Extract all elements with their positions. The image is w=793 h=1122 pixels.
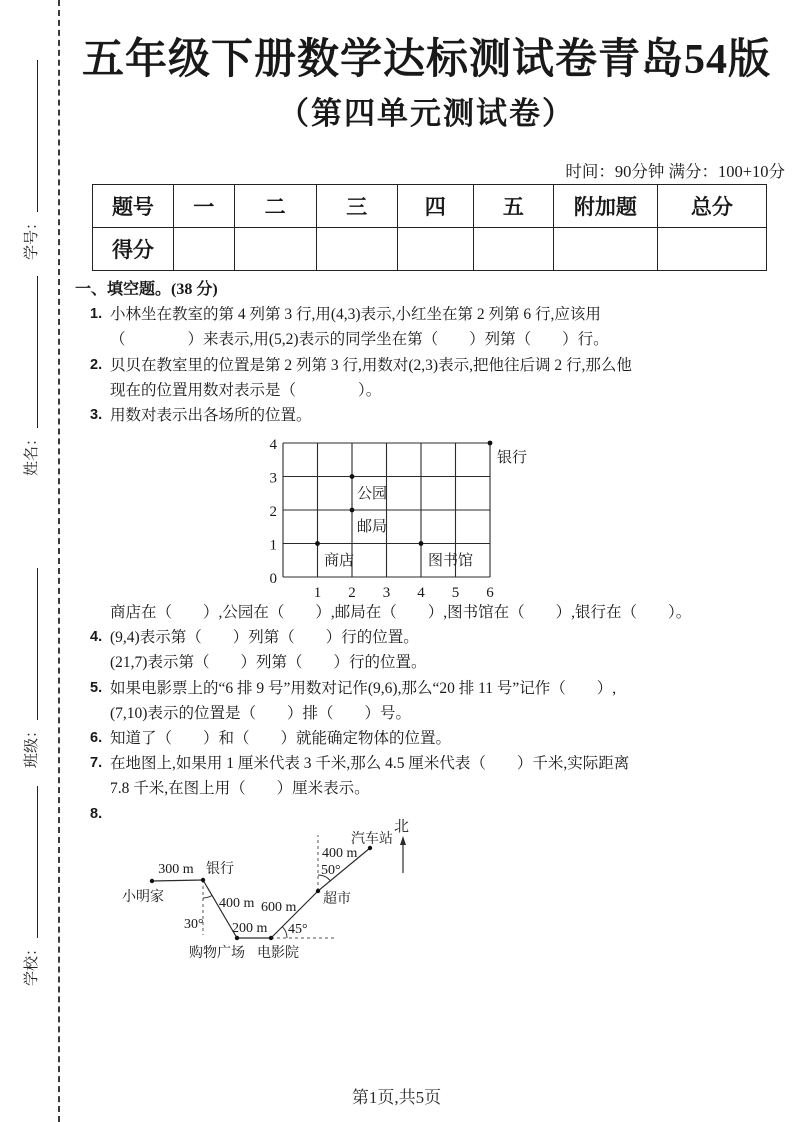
place-points bbox=[315, 441, 492, 546]
question-line bbox=[75, 701, 789, 726]
page-title: 五年级下册数学达标测试卷青岛54版 bbox=[81, 37, 771, 83]
question-number: 2. bbox=[90, 356, 103, 373]
score-cell bbox=[397, 228, 473, 271]
market-angle-label: 50° bbox=[321, 863, 341, 878]
score-header-bonus: 附加题 bbox=[553, 185, 657, 228]
y-tick-label: 2 bbox=[269, 504, 277, 520]
market-label: 超市 bbox=[323, 892, 351, 907]
plaza-point bbox=[235, 936, 239, 940]
question-line bbox=[75, 403, 789, 428]
shop-point bbox=[315, 541, 320, 546]
question-number: 6. bbox=[90, 730, 103, 747]
y-tick-label: 0 bbox=[269, 571, 277, 587]
page-number-footer: 第1页,共5页 bbox=[351, 1088, 442, 1107]
question-text: (9,4)表示第（ ）列第（ ）行的位置。 bbox=[110, 629, 419, 647]
route-map-svg bbox=[100, 815, 440, 965]
question-line bbox=[75, 327, 789, 352]
question-text: (21,7)表示第（ ）列第（ ）行的位置。 bbox=[110, 654, 427, 672]
y-tick-label: 1 bbox=[269, 537, 277, 554]
cinema-point bbox=[269, 936, 273, 940]
score-cell bbox=[553, 228, 657, 271]
question-text: 现在的位置用数对表示是（ ）。 bbox=[110, 381, 382, 399]
question-text: 如果电影票上的“6 排 9 号”用数对记作(9,6),那么“20 排 11 号”记作（ ）, bbox=[110, 679, 617, 697]
question-number: 3. bbox=[90, 407, 103, 424]
score-row-label: 得分 bbox=[93, 228, 174, 271]
question-text: (7,10)表示的位置是（ ）排（ ）号。 bbox=[110, 704, 411, 722]
home-point bbox=[150, 879, 154, 883]
coordinate-grid-svg bbox=[250, 432, 540, 602]
margin-field-name bbox=[15, 276, 45, 476]
question-text: 小林坐在教室的第 4 列第 3 行,用(4,3)表示,小红坐在第 2 列第 6 行,应该用 bbox=[110, 306, 601, 324]
y-tick-label: 4 bbox=[269, 437, 277, 453]
question-line bbox=[75, 600, 789, 625]
question-number: 1. bbox=[90, 306, 103, 323]
score-header-1: 一 bbox=[173, 185, 234, 228]
park-point bbox=[350, 474, 355, 479]
plaza-label: 购物广场 bbox=[189, 946, 245, 961]
margin-label-class: 班级： bbox=[23, 722, 40, 768]
score-table-header-row bbox=[93, 185, 767, 228]
x-axis-ticks bbox=[314, 585, 495, 601]
name-blank-line bbox=[37, 276, 38, 428]
question-text: 贝贝在教室里的位置是第 2 列第 3 行,用数对(2,3)表示,把他往后调 2 行,那么他 bbox=[110, 356, 632, 374]
score-header-3: 三 bbox=[316, 185, 397, 228]
score-header-4: 四 bbox=[397, 185, 473, 228]
fill-in-section-part2 bbox=[75, 600, 789, 822]
distance-home-bank-label: 300 m bbox=[158, 862, 194, 877]
question-text: 7.8 千米,在图上用（ ）厘米表示。 bbox=[110, 780, 370, 798]
post-office-point bbox=[350, 508, 355, 513]
station-label: 汽车站 bbox=[351, 832, 393, 847]
cinema-angle-arc bbox=[282, 927, 287, 938]
margin-field-class bbox=[15, 568, 45, 768]
x-tick-label: 3 bbox=[382, 585, 391, 601]
x-tick-label: 5 bbox=[451, 585, 460, 601]
bank-angle-arc bbox=[203, 896, 212, 899]
question-number: 8. bbox=[90, 805, 103, 822]
library-label: 图书馆 bbox=[428, 553, 474, 569]
question-number: 7. bbox=[90, 755, 103, 772]
score-cell bbox=[234, 228, 316, 271]
distance-market-station-label: 400 m bbox=[322, 846, 358, 861]
question-text: 在地图上,如果用 1 厘米代表 3 千米,那么 4.5 厘米代表（ ）千米,实际距离 bbox=[110, 755, 630, 773]
question-line bbox=[75, 776, 789, 801]
score-table-score-row bbox=[93, 228, 767, 271]
question-line bbox=[75, 625, 789, 650]
question-line bbox=[75, 302, 789, 327]
x-tick-label: 1 bbox=[313, 585, 322, 601]
question-line bbox=[75, 676, 789, 701]
question-line bbox=[75, 650, 789, 675]
map-labels bbox=[122, 818, 409, 961]
question8-route-map-figure bbox=[100, 815, 440, 965]
x-tick-label: 6 bbox=[486, 585, 494, 601]
time-and-score-info: 时间：90分钟 满分：100+10分 bbox=[565, 162, 785, 181]
distance-plaza-cinema-label: 200 m bbox=[232, 921, 268, 936]
question-text: 知道了（ ）和（ ）就能确定物体的位置。 bbox=[110, 730, 452, 748]
question-text: （ ）来表示,用(5,2)表示的同学坐在第（ ）列第（ ）行。 bbox=[110, 331, 609, 349]
score-header-total: 总分 bbox=[657, 185, 766, 228]
score-header-tihao: 题号 bbox=[93, 185, 174, 228]
shop-label: 商店 bbox=[324, 553, 355, 569]
page-subtitle: （第四单元测试卷） bbox=[278, 96, 575, 131]
market-point bbox=[316, 889, 320, 893]
place-labels bbox=[324, 449, 527, 569]
fold-dashed-line bbox=[58, 0, 60, 1122]
bank-angle-label: 30° bbox=[184, 917, 204, 932]
class-blank-line bbox=[37, 568, 38, 720]
question-number: 5. bbox=[90, 679, 103, 696]
north-arrowhead bbox=[400, 836, 406, 845]
north-label: 北 bbox=[394, 819, 410, 835]
cinema-angle-label: 45° bbox=[288, 922, 308, 937]
score-cell bbox=[473, 228, 553, 271]
score-table bbox=[92, 184, 767, 271]
margin-field-school bbox=[15, 786, 45, 986]
bank-point bbox=[488, 441, 493, 446]
bank-label: 银行 bbox=[497, 450, 528, 466]
distance-bank-plaza-label: 400 m bbox=[219, 896, 255, 911]
question-number: 4. bbox=[90, 629, 103, 646]
section-heading: 一、填空题。(38 分) bbox=[75, 281, 218, 298]
question-text: 用数对表示出各场所的位置。 bbox=[110, 407, 312, 425]
park-label: 公园 bbox=[357, 486, 388, 502]
reference-dashed-lines bbox=[203, 835, 337, 938]
x-tick-label: 4 bbox=[417, 585, 425, 601]
margin-field-student-id bbox=[15, 60, 45, 260]
fill-in-section-part1 bbox=[75, 277, 789, 428]
margin-label-school: 学校： bbox=[23, 940, 40, 986]
school-blank-line bbox=[37, 786, 38, 938]
question-line bbox=[75, 751, 789, 776]
home-label: 小明家 bbox=[122, 890, 164, 905]
y-axis-ticks bbox=[270, 437, 278, 587]
score-cell bbox=[173, 228, 234, 271]
score-header-5: 五 bbox=[473, 185, 553, 228]
margin-label-name: 姓名： bbox=[23, 430, 40, 476]
question-text: 商店在（ ）,公园在（ ）,邮局在（ ）,图书馆在（ ）,银行在（ ）。 bbox=[110, 604, 692, 621]
segment-home-bank bbox=[152, 880, 203, 881]
bank-point bbox=[201, 878, 205, 882]
score-cell bbox=[657, 228, 766, 271]
cinema-label: 电影院 bbox=[257, 946, 299, 961]
score-header-2: 二 bbox=[234, 185, 316, 228]
question-line bbox=[75, 378, 789, 403]
x-tick-label: 2 bbox=[348, 585, 356, 601]
student-id-blank-line bbox=[37, 60, 38, 212]
library-point bbox=[419, 541, 424, 546]
question-line bbox=[75, 353, 789, 378]
north-arrow bbox=[400, 836, 406, 873]
question-line bbox=[75, 726, 789, 751]
score-cell bbox=[316, 228, 397, 271]
distance-cinema-market-label: 600 m bbox=[261, 900, 297, 915]
post-office-label: 邮局 bbox=[357, 519, 388, 535]
question3-coordinate-grid-figure bbox=[250, 432, 540, 602]
y-tick-label: 3 bbox=[269, 470, 277, 487]
bank-label: 银行 bbox=[206, 862, 234, 877]
margin-label-student-id: 学号： bbox=[23, 214, 40, 260]
